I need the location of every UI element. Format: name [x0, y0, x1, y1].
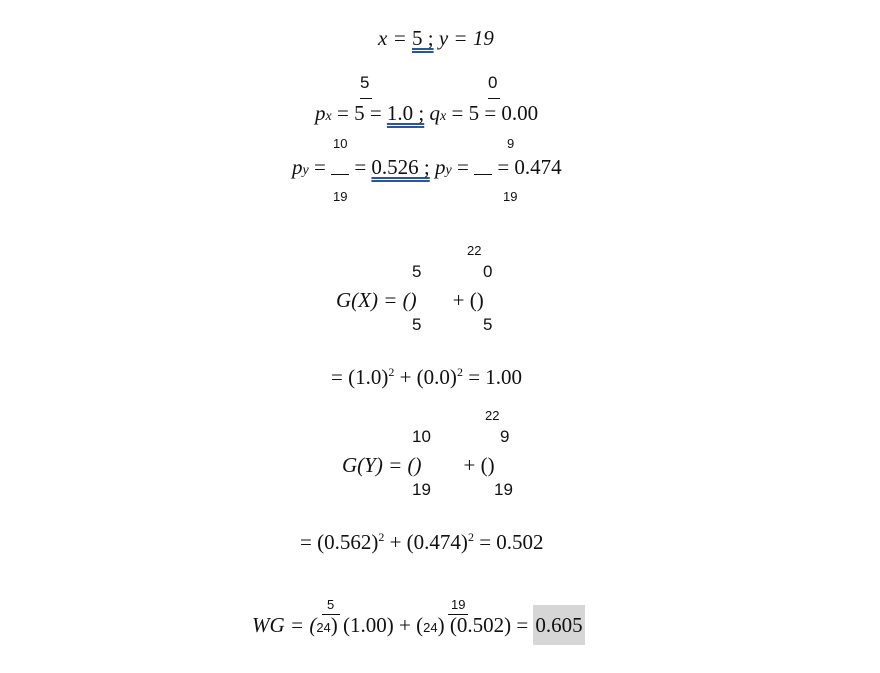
qx-denominator: 5	[468, 101, 480, 125]
gx-plus: + ()	[452, 288, 484, 312]
px-numerator: 5	[360, 73, 370, 92]
gy-square-1: 2	[378, 530, 385, 544]
gx-denominator-1: 5	[412, 315, 422, 334]
gx-result-c: = 1.00	[462, 365, 523, 389]
py2-denominator: 19	[503, 189, 518, 204]
py2-subscript: y	[445, 163, 452, 178]
py-fraction-bar	[331, 164, 349, 175]
x-equation: x =	[378, 26, 412, 50]
py-subscript: y	[302, 163, 309, 178]
py-denominator: 19	[333, 189, 348, 204]
gy-numerator-2: 9	[500, 427, 510, 446]
px-equals-2: =	[364, 101, 387, 125]
px-fraction-bar	[360, 98, 372, 99]
wg-numerator-2: 19	[451, 597, 466, 612]
gx-result	[331, 367, 522, 388]
gy-denominator-2: 19	[494, 480, 513, 499]
gy-result-b: + (0.474)	[384, 530, 468, 554]
px-subscript: x	[325, 109, 332, 124]
wg-middle-1: ) (1.00) + (	[330, 613, 424, 637]
py2-numerator: 9	[507, 136, 515, 151]
y-equation: y = 19	[433, 26, 494, 50]
gx-equation	[336, 290, 484, 311]
py-value: 0.526 ;	[371, 155, 430, 179]
gy-square-2: 2	[467, 530, 474, 544]
gx-result-b: + (0.0)	[394, 365, 457, 389]
gx-denominator-2: 5	[483, 315, 493, 334]
wg-lhs: WG = (	[252, 613, 317, 637]
gy-denominator-1: 19	[412, 480, 431, 499]
wg-denominator-2: 24	[423, 620, 438, 635]
gx-square-2: 2	[456, 365, 463, 379]
qx-fraction-bar	[488, 98, 500, 99]
gy-result	[300, 532, 544, 553]
px-equals: =	[331, 101, 355, 125]
wg-denominator-1: 24	[316, 620, 331, 635]
py-symbol: p	[292, 155, 303, 179]
gy-lhs: G(Y) = ()	[342, 453, 422, 477]
px-symbol: p	[315, 101, 326, 125]
py-equals: =	[308, 155, 332, 179]
gy-exponent: 22	[485, 408, 500, 423]
py2-value: = 0.474	[492, 155, 562, 179]
wg-equation	[252, 615, 585, 636]
gy-numerator-1: 10	[412, 427, 431, 446]
px-denominator: 5	[354, 101, 365, 125]
wg-result-highlighted[interactable]: 0.605	[533, 605, 584, 645]
qx-value: = 0.00	[479, 101, 539, 125]
py2-equals: =	[451, 155, 475, 179]
qx-symbol: q	[429, 101, 440, 125]
gx-numerator-2: 0	[483, 262, 493, 281]
gy-result-c: = 0.502	[473, 530, 544, 554]
qx-numerator: 0	[488, 73, 498, 92]
py-numerator: 10	[333, 136, 348, 151]
line-x-y	[378, 28, 494, 49]
gx-square-1: 2	[388, 365, 395, 379]
py2-fraction-bar	[474, 164, 492, 175]
gx-lhs: G(X) = ()	[336, 288, 417, 312]
gx-exponent: 22	[467, 243, 482, 258]
gy-result-a: = (0.562)	[300, 530, 379, 554]
line-px-qx	[315, 103, 538, 124]
gx-result-a: = (1.0)	[331, 365, 389, 389]
px-value: 1.0 ;	[386, 101, 425, 125]
line-py	[292, 157, 562, 178]
gy-plus: + ()	[463, 453, 495, 477]
qx-equals: =	[446, 101, 469, 125]
gx-numerator-1: 5	[412, 262, 422, 281]
x-value: 5 ;	[412, 26, 434, 50]
gy-equation	[342, 455, 495, 476]
wg-middle-2: ) (0.502) =	[437, 613, 534, 637]
qx-subscript: x	[440, 109, 447, 124]
wg-numerator-1: 5	[327, 597, 335, 612]
py2-symbol: p	[435, 155, 446, 179]
py-equals-2: =	[349, 155, 372, 179]
